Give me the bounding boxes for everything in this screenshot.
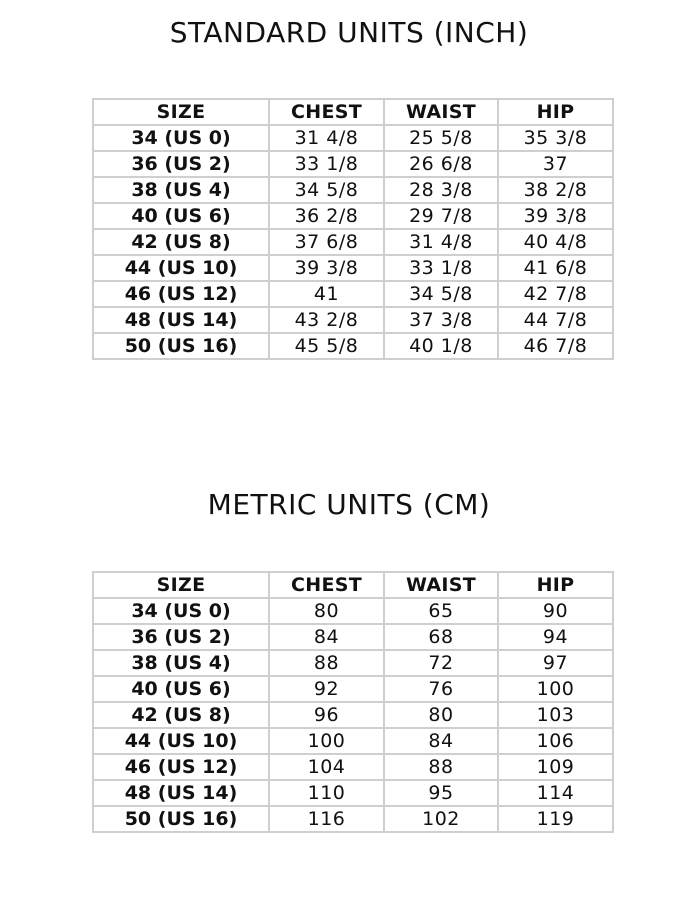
size-cell: 38 (US 4): [93, 177, 269, 203]
hip-cell: 40 4/8: [498, 229, 613, 255]
header-chest: CHEST: [269, 572, 384, 598]
standard-units-title: STANDARD UNITS (INCH): [169, 16, 529, 49]
size-cell: 36 (US 2): [93, 151, 269, 177]
header-waist: WAIST: [384, 99, 498, 125]
waist-cell: 102: [384, 806, 498, 832]
hip-cell: 100: [498, 676, 613, 702]
waist-cell: 26 6/8: [384, 151, 498, 177]
table-row: [93, 728, 613, 754]
header-size: SIZE: [93, 99, 269, 125]
size-cell: 36 (US 2): [93, 624, 269, 650]
size-cell: 38 (US 4): [93, 650, 269, 676]
hip-cell: 103: [498, 702, 613, 728]
table-header-row: [93, 99, 613, 125]
waist-cell: 72: [384, 650, 498, 676]
size-cell: 40 (US 6): [93, 203, 269, 229]
hip-cell: 44 7/8: [498, 307, 613, 333]
waist-cell: 95: [384, 780, 498, 806]
table-row: [93, 125, 613, 151]
table-row: [93, 281, 613, 307]
waist-cell: 29 7/8: [384, 203, 498, 229]
chest-cell: 116: [269, 806, 384, 832]
table-row: [93, 780, 613, 806]
waist-cell: 40 1/8: [384, 333, 498, 359]
header-waist: WAIST: [384, 572, 498, 598]
size-cell: 50 (US 16): [93, 333, 269, 359]
size-cell: 46 (US 12): [93, 754, 269, 780]
waist-cell: 80: [384, 702, 498, 728]
chest-cell: 84: [269, 624, 384, 650]
waist-cell: 88: [384, 754, 498, 780]
size-cell: 48 (US 14): [93, 307, 269, 333]
size-cell: 46 (US 12): [93, 281, 269, 307]
hip-cell: 42 7/8: [498, 281, 613, 307]
waist-cell: 37 3/8: [384, 307, 498, 333]
hip-cell: 46 7/8: [498, 333, 613, 359]
waist-cell: 28 3/8: [384, 177, 498, 203]
chest-cell: 100: [269, 728, 384, 754]
hip-cell: 94: [498, 624, 613, 650]
waist-cell: 68: [384, 624, 498, 650]
hip-cell: 97: [498, 650, 613, 676]
chest-cell: 45 5/8: [269, 333, 384, 359]
metric-size-table: [92, 571, 614, 833]
table-row: [93, 177, 613, 203]
table-row: [93, 806, 613, 832]
table-row: [93, 598, 613, 624]
standard-size-table: [92, 98, 614, 360]
table-row: [93, 650, 613, 676]
size-cell: 44 (US 10): [93, 255, 269, 281]
chest-cell: 33 1/8: [269, 151, 384, 177]
size-cell: 50 (US 16): [93, 806, 269, 832]
chest-cell: 39 3/8: [269, 255, 384, 281]
hip-cell: 35 3/8: [498, 125, 613, 151]
hip-cell: 106: [498, 728, 613, 754]
table-header-row: [93, 572, 613, 598]
size-cell: 34 (US 0): [93, 125, 269, 151]
hip-cell: 119: [498, 806, 613, 832]
size-cell: 44 (US 10): [93, 728, 269, 754]
chest-cell: 96: [269, 702, 384, 728]
table-row: [93, 151, 613, 177]
table-row: [93, 333, 613, 359]
size-cell: 42 (US 8): [93, 702, 269, 728]
hip-cell: 90: [498, 598, 613, 624]
table-row: [93, 624, 613, 650]
table-row: [93, 203, 613, 229]
table-row: [93, 676, 613, 702]
table-row: [93, 702, 613, 728]
chest-cell: 110: [269, 780, 384, 806]
chest-cell: 88: [269, 650, 384, 676]
header-chest: CHEST: [269, 99, 384, 125]
hip-cell: 114: [498, 780, 613, 806]
waist-cell: 31 4/8: [384, 229, 498, 255]
chest-cell: 36 2/8: [269, 203, 384, 229]
waist-cell: 76: [384, 676, 498, 702]
size-cell: 48 (US 14): [93, 780, 269, 806]
chest-cell: 43 2/8: [269, 307, 384, 333]
table-row: [93, 307, 613, 333]
waist-cell: 25 5/8: [384, 125, 498, 151]
table-row: [93, 754, 613, 780]
chest-cell: 92: [269, 676, 384, 702]
table-row: [93, 255, 613, 281]
waist-cell: 33 1/8: [384, 255, 498, 281]
table-row: [93, 229, 613, 255]
chest-cell: 37 6/8: [269, 229, 384, 255]
hip-cell: 39 3/8: [498, 203, 613, 229]
waist-cell: 84: [384, 728, 498, 754]
hip-cell: 109: [498, 754, 613, 780]
waist-cell: 34 5/8: [384, 281, 498, 307]
size-cell: 42 (US 8): [93, 229, 269, 255]
size-cell: 40 (US 6): [93, 676, 269, 702]
hip-cell: 38 2/8: [498, 177, 613, 203]
chest-cell: 80: [269, 598, 384, 624]
hip-cell: 37: [498, 151, 613, 177]
metric-units-title: METRIC UNITS (CM): [207, 488, 491, 521]
chest-cell: 104: [269, 754, 384, 780]
size-cell: 34 (US 0): [93, 598, 269, 624]
chest-cell: 34 5/8: [269, 177, 384, 203]
header-hip: HIP: [498, 572, 613, 598]
chest-cell: 31 4/8: [269, 125, 384, 151]
hip-cell: 41 6/8: [498, 255, 613, 281]
waist-cell: 65: [384, 598, 498, 624]
chest-cell: 41: [269, 281, 384, 307]
header-size: SIZE: [93, 572, 269, 598]
header-hip: HIP: [498, 99, 613, 125]
